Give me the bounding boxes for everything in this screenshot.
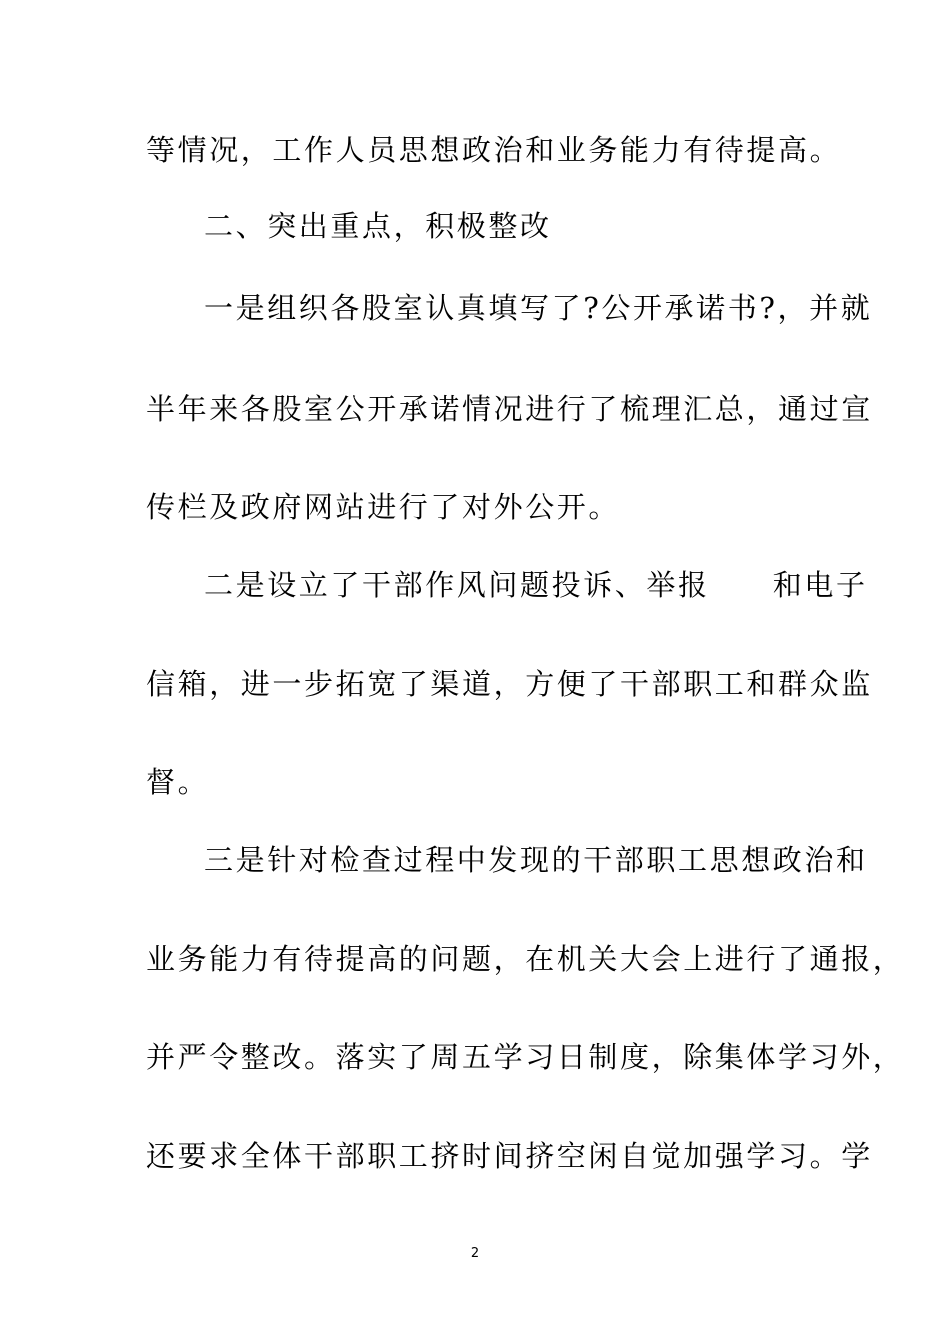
text-line: 半年来各股室公开承诺情况进行了梳理汇总，通过宣: [146, 392, 873, 426]
text-line: 督。: [146, 765, 210, 799]
section-heading: 二、突出重点，积极整改: [204, 209, 552, 243]
text-line: 二是设立了干部作风问题投诉、举报 和电子: [204, 568, 868, 602]
text-line: 还要求全体干部职工挤时间挤空闲自觉加强学习。学: [146, 1139, 873, 1173]
text-line: 并严令整改。落实了周五学习日制度，除集体学习外，: [146, 1040, 905, 1074]
text-line: 等情况，工作人员思想政治和业务能力有待提高。: [146, 133, 842, 167]
text-line: 业务能力有待提高的问题，在机关大会上进行了通报，: [146, 942, 905, 976]
text-line: 信箱，进一步拓宽了渠道，方便了干部职工和群众监: [146, 667, 873, 701]
text-line: 三是针对检查过程中发现的干部职工思想政治和: [204, 843, 868, 877]
page-number: 2: [470, 1246, 480, 1261]
text-line: 一是组织各股室认真填写了?公开承诺书?，并就: [204, 291, 873, 325]
text-line: 传栏及政府网站进行了对外公开。: [146, 490, 621, 524]
